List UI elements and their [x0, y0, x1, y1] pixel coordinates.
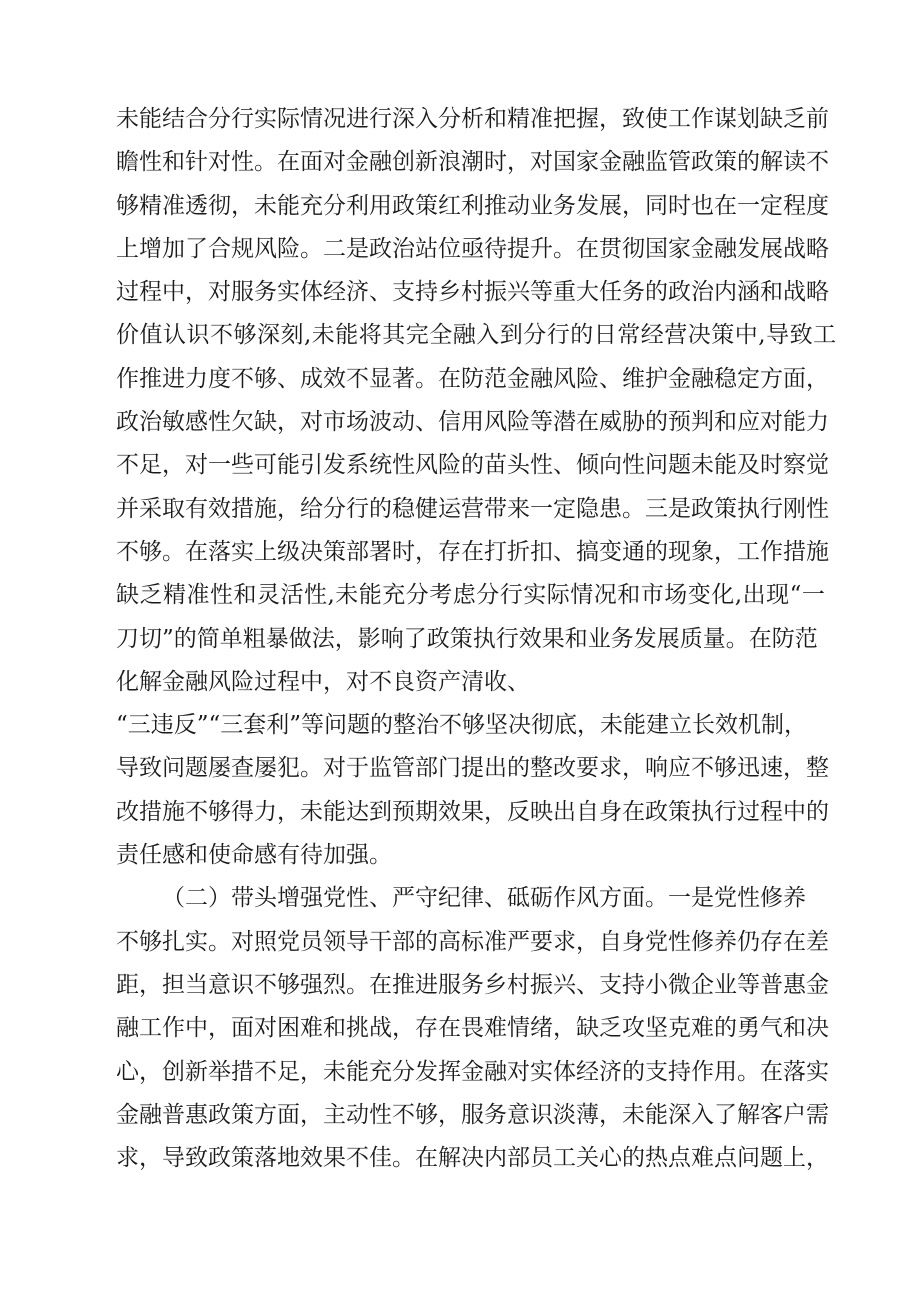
- text-line: 价值认识不够深刻,未能将其完全融入到分行的日常经营决策中,导致工: [116, 322, 837, 349]
- text-line: 化解金融风险过程中，对不良资产清收、: [116, 668, 530, 695]
- text-line: 心，创新举措不足，未能充分发挥金融对实体经济的支持作用。在落实: [116, 1058, 829, 1085]
- text-line: 够精准透彻，未能充分利用政策红利推动业务发展，同时也在一定程度: [116, 192, 829, 219]
- text-line: 瞻性和针对性。在面对金融创新浪潮时，对国家金融监管政策的解读不: [116, 149, 829, 176]
- text-line: 导致问题屡查屡犯。对于监管部门提出的整改要求，响应不够迅速，整: [116, 755, 829, 782]
- text-line: 融工作中，面对困难和挑战，存在畏难情绪，缺乏攻坚克难的勇气和决: [116, 1015, 829, 1042]
- text-line: 作推进力度不够、成效不显著。在防范金融风险、维护金融稳定方面，: [116, 365, 829, 392]
- text-line: 上增加了合规风险。二是政治站位亟待提升。在贯彻国家金融发展战略: [116, 235, 829, 262]
- text-line: 过程中，对服务实体经济、支持乡村振兴等重大任务的政治内涵和战略: [116, 279, 829, 306]
- text-line: 金融普惠政策方面，主动性不够，服务意识淡薄，未能深入了解客户需: [116, 1101, 829, 1128]
- text-line: 不足，对一些可能引发系统性风险的苗头性、倾向性问题未能及时察觉: [116, 452, 829, 479]
- section-heading-line: （二）带头增强党性、严守纪律、砥砺作风方面。一是党性修养: [162, 885, 806, 912]
- text-line: “三违反”“三套利”等问题的整治不够坚决彻底，未能建立长效机制，: [116, 712, 808, 739]
- text-line: 距，担当意识不够强烈。在推进服务乡村振兴、支持小微企业等普惠金: [116, 971, 829, 998]
- text-line: 缺乏精准性和灵活性,未能充分考虑分行实际情况和市场变化,出现“一: [116, 582, 826, 609]
- text-line: 求，导致政策落地效果不佳。在解决内部员工关心的热点难点问题上，: [116, 1145, 829, 1172]
- text-line: 政治敏感性欠缺，对市场波动、信用风险等潜在威胁的预判和应对能力: [116, 409, 829, 436]
- text-line: 未能结合分行实际情况进行深入分析和精准把握，致使工作谋划缺乏前: [116, 106, 829, 132]
- text-line: 刀切”的简单粗暴做法，影响了政策执行效果和业务发展质量。在防范: [116, 625, 818, 652]
- document-body: [116, 98, 836, 1180]
- text-line: 不够扎实。对照党员领导干部的高标准严要求，自身党性修养仍存在差: [116, 928, 829, 955]
- text-line: 并采取有效措施，给分行的稳健运营带来一定隐患。三是政策执行刚性: [116, 495, 829, 522]
- text-line: 责任感和使命感有待加强。: [116, 842, 392, 869]
- text-line: 不够。在落实上级决策部署时，存在打折扣、搞变通的现象，工作措施: [116, 538, 829, 565]
- text-line: 改措施不够得力，未能达到预期效果，反映出自身在政策执行过程中的: [116, 798, 829, 825]
